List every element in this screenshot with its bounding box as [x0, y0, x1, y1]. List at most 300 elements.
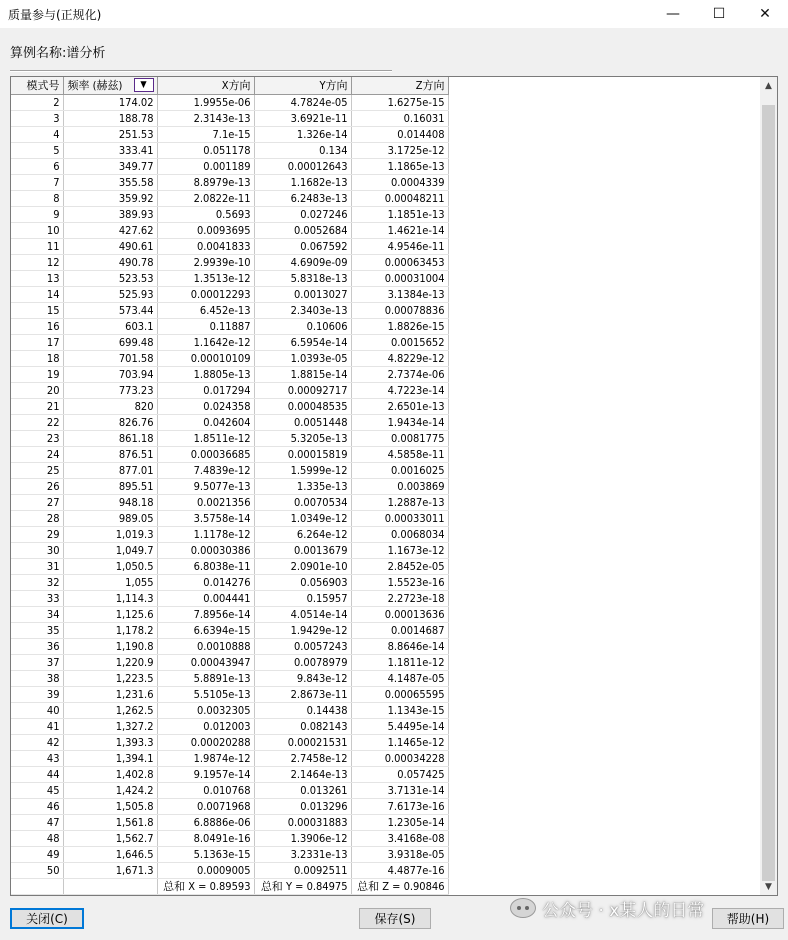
cell-z: 3.7131e-14 — [351, 782, 448, 798]
cell-z: 3.1725e-12 — [351, 142, 448, 158]
cell-frequency: 525.93 — [63, 286, 157, 302]
cell-frequency: 699.48 — [63, 334, 157, 350]
cell-z: 4.4877e-16 — [351, 862, 448, 878]
cell-frequency: 876.51 — [63, 446, 157, 462]
cell-x: 0.00012293 — [157, 286, 254, 302]
help-button[interactable]: 帮助(H) — [712, 908, 784, 929]
cell-y: 3.2331e-13 — [254, 846, 351, 862]
table-row[interactable] — [11, 174, 448, 190]
watermark-text: 公众号 · x某人的日常 — [542, 900, 705, 921]
cell-y: 0.134 — [254, 142, 351, 158]
table-row[interactable] — [11, 542, 448, 558]
table-row[interactable] — [11, 574, 448, 590]
cell-x: 0.051178 — [157, 142, 254, 158]
cell-mode: 29 — [11, 526, 63, 542]
cell-x: 8.0491e-16 — [157, 830, 254, 846]
cell-y: 0.00031883 — [254, 814, 351, 830]
cell-frequency: 1,402.8 — [63, 766, 157, 782]
cell-z: 1.6275e-15 — [351, 94, 448, 110]
cell-z: 1.2887e-13 — [351, 494, 448, 510]
cell-y: 0.00048535 — [254, 398, 351, 414]
table-row[interactable] — [11, 750, 448, 766]
table-row[interactable] — [11, 478, 448, 494]
cell-frequency: 1,055 — [63, 574, 157, 590]
cell-frequency: 1,125.6 — [63, 606, 157, 622]
table-row[interactable] — [11, 190, 448, 206]
cell-x: 9.1957e-14 — [157, 766, 254, 782]
cell-frequency: 820 — [63, 398, 157, 414]
scroll-down-icon[interactable]: ▼ — [765, 881, 772, 892]
cell-x: 1.1642e-12 — [157, 334, 254, 350]
cell-y: 0.0057243 — [254, 638, 351, 654]
cell-frequency: 1,424.2 — [63, 782, 157, 798]
cell-frequency: 603.1 — [63, 318, 157, 334]
cell-mode: 31 — [11, 558, 63, 574]
table-row[interactable] — [11, 334, 448, 350]
study-name-label: 算例名称:谱分析 — [10, 46, 106, 61]
cell-mode: 6 — [11, 158, 63, 174]
cell-y: 0.0070534 — [254, 494, 351, 510]
cell-z: 2.6501e-13 — [351, 398, 448, 414]
cell-mode: 24 — [11, 446, 63, 462]
cell-frequency: 359.92 — [63, 190, 157, 206]
cell-frequency: 1,019.3 — [63, 526, 157, 542]
cell-x: 6.8038e-11 — [157, 558, 254, 574]
cell-mode: 19 — [11, 366, 63, 382]
cell-y: 5.3205e-13 — [254, 430, 351, 446]
cell-y: 1.0349e-12 — [254, 510, 351, 526]
cell-frequency: 427.62 — [63, 222, 157, 238]
table-row[interactable] — [11, 302, 448, 318]
table-row[interactable] — [11, 830, 448, 846]
cell-y: 0.00012643 — [254, 158, 351, 174]
cell-y: 4.6909e-09 — [254, 254, 351, 270]
cell-frequency: 989.05 — [63, 510, 157, 526]
title-bar — [0, 0, 788, 28]
cell-mode: 23 — [11, 430, 63, 446]
table-row[interactable] — [11, 110, 448, 126]
cell-frequency: 188.78 — [63, 110, 157, 126]
cell-x: 3.5758e-14 — [157, 510, 254, 526]
cell-z: 1.1851e-13 — [351, 206, 448, 222]
cell-y: 1.9429e-12 — [254, 622, 351, 638]
cell-x: 0.00020288 — [157, 734, 254, 750]
table-row[interactable] — [11, 222, 448, 238]
cell-mode: 17 — [11, 334, 63, 350]
cell-z: 0.00031004 — [351, 270, 448, 286]
cell-x: 2.3143e-13 — [157, 110, 254, 126]
cell-frequency: 1,327.2 — [63, 718, 157, 734]
table-row[interactable] — [11, 606, 448, 622]
cell-z: 4.9546e-11 — [351, 238, 448, 254]
table-row[interactable] — [11, 622, 448, 638]
cell-mode: 33 — [11, 590, 63, 606]
total-z: 总和 Z = 0.90846 — [351, 878, 448, 894]
cell-frequency: 490.78 — [63, 254, 157, 270]
table-row[interactable] — [11, 462, 448, 478]
cell-frequency: 895.51 — [63, 478, 157, 494]
cell-y: 0.013296 — [254, 798, 351, 814]
cell-mode: 20 — [11, 382, 63, 398]
cell-y: 4.7824e-05 — [254, 94, 351, 110]
cell-mode: 5 — [11, 142, 63, 158]
cell-z: 0.057425 — [351, 766, 448, 782]
mass-participation-panel — [10, 76, 778, 896]
cell-mode: 28 — [11, 510, 63, 526]
close-button[interactable]: 关闭(C) — [10, 908, 84, 929]
cell-frequency: 1,178.2 — [63, 622, 157, 638]
table-row[interactable] — [11, 446, 448, 462]
cell-x: 2.9939e-10 — [157, 254, 254, 270]
cell-z: 1.8826e-15 — [351, 318, 448, 334]
cell-x: 8.8979e-13 — [157, 174, 254, 190]
cell-x: 5.8891e-13 — [157, 670, 254, 686]
cell-x: 1.3513e-12 — [157, 270, 254, 286]
table-row[interactable] — [11, 782, 448, 798]
cell-y: 1.326e-14 — [254, 126, 351, 142]
table-row[interactable] — [11, 766, 448, 782]
cell-y: 0.027246 — [254, 206, 351, 222]
cell-frequency: 703.94 — [63, 366, 157, 382]
close-window-button[interactable]: ✕ — [759, 6, 771, 22]
table-row[interactable] — [11, 798, 448, 814]
cell-x: 9.5077e-13 — [157, 478, 254, 494]
cell-z: 1.1343e-15 — [351, 702, 448, 718]
cell-y: 4.0514e-14 — [254, 606, 351, 622]
cell-mode: 10 — [11, 222, 63, 238]
mass-participation-table — [11, 77, 449, 895]
cell-x: 0.001189 — [157, 158, 254, 174]
cell-mode: 46 — [11, 798, 63, 814]
cell-y: 5.8318e-13 — [254, 270, 351, 286]
cell-mode: 34 — [11, 606, 63, 622]
table-row[interactable] — [11, 254, 448, 270]
cell-frequency: 573.44 — [63, 302, 157, 318]
cell-frequency: 773.23 — [63, 382, 157, 398]
cell-x: 5.5105e-13 — [157, 686, 254, 702]
table-row[interactable] — [11, 654, 448, 670]
cell-mode: 38 — [11, 670, 63, 686]
table-row[interactable] — [11, 638, 448, 654]
cell-x: 0.00010109 — [157, 350, 254, 366]
cell-mode: 49 — [11, 846, 63, 862]
cell-z: 0.00033011 — [351, 510, 448, 526]
cell-x: 0.004441 — [157, 590, 254, 606]
col-x-direction[interactable]: X方向 — [157, 77, 254, 94]
cell-mode: 21 — [11, 398, 63, 414]
cell-y: 6.5954e-14 — [254, 334, 351, 350]
table-row[interactable] — [11, 494, 448, 510]
cell-mode: 50 — [11, 862, 63, 878]
cell-x: 6.8886e-06 — [157, 814, 254, 830]
table-row[interactable] — [11, 318, 448, 334]
cell-z: 0.0081775 — [351, 430, 448, 446]
cell-mode: 45 — [11, 782, 63, 798]
scroll-up-icon[interactable]: ▲ — [765, 80, 772, 91]
cell-z: 0.00063453 — [351, 254, 448, 270]
save-button[interactable]: 保存(S) — [359, 908, 431, 929]
table-row[interactable] — [11, 558, 448, 574]
col-y-direction[interactable]: Y方向 — [254, 77, 351, 94]
cell-y: 0.10606 — [254, 318, 351, 334]
cell-frequency: 861.18 — [63, 430, 157, 446]
cell-z: 4.7223e-14 — [351, 382, 448, 398]
totals-row — [11, 878, 448, 894]
table-row[interactable] — [11, 686, 448, 702]
cell-x: 6.6394e-15 — [157, 622, 254, 638]
cell-frequency: 349.77 — [63, 158, 157, 174]
cell-y: 3.6921e-11 — [254, 110, 351, 126]
cell-z: 1.1865e-13 — [351, 158, 448, 174]
cell-mode: 30 — [11, 542, 63, 558]
cell-x: 0.00030386 — [157, 542, 254, 558]
table-row[interactable] — [11, 398, 448, 414]
cell-mode: 8 — [11, 190, 63, 206]
cell-y: 0.082143 — [254, 718, 351, 734]
caption-divider — [10, 70, 392, 72]
table-row[interactable] — [11, 430, 448, 446]
table-row[interactable] — [11, 814, 448, 830]
cell-mode: 27 — [11, 494, 63, 510]
table-body — [11, 94, 448, 894]
cell-mode: 9 — [11, 206, 63, 222]
cell-mode: 41 — [11, 718, 63, 734]
cell-frequency: 1,190.8 — [63, 638, 157, 654]
cell-x: 0.00043947 — [157, 654, 254, 670]
cell-y: 0.15957 — [254, 590, 351, 606]
cell-mode: 47 — [11, 814, 63, 830]
cell-y: 0.0051448 — [254, 414, 351, 430]
table-row[interactable] — [11, 286, 448, 302]
cell-mode: 12 — [11, 254, 63, 270]
cell-x: 0.010768 — [157, 782, 254, 798]
table-row[interactable] — [11, 158, 448, 174]
col-frequency-label: 频率 (赫兹) — [67, 78, 123, 92]
table-row[interactable] — [11, 126, 448, 142]
watermark — [510, 896, 704, 920]
table-row[interactable] — [11, 670, 448, 686]
cell-z: 0.00048211 — [351, 190, 448, 206]
cell-frequency: 355.58 — [63, 174, 157, 190]
cell-frequency: 948.18 — [63, 494, 157, 510]
table-row[interactable] — [11, 702, 448, 718]
cell-z: 4.1487e-05 — [351, 670, 448, 686]
cell-z: 3.4168e-08 — [351, 830, 448, 846]
cell-z: 1.1811e-12 — [351, 654, 448, 670]
table-row[interactable] — [11, 94, 448, 110]
cell-x: 1.9955e-06 — [157, 94, 254, 110]
cell-y: 2.8673e-11 — [254, 686, 351, 702]
table-row[interactable] — [11, 510, 448, 526]
cell-x: 7.4839e-12 — [157, 462, 254, 478]
cell-z: 0.00013636 — [351, 606, 448, 622]
cell-frequency: 1,646.5 — [63, 846, 157, 862]
cell-z: 1.1465e-12 — [351, 734, 448, 750]
total-y: 总和 Y = 0.84975 — [254, 878, 351, 894]
cell-x: 0.5693 — [157, 206, 254, 222]
cell-frequency: 1,050.5 — [63, 558, 157, 574]
cell-mode: 35 — [11, 622, 63, 638]
cell-x: 0.0093695 — [157, 222, 254, 238]
cell-y: 0.00021531 — [254, 734, 351, 750]
cell-x: 0.11887 — [157, 318, 254, 334]
cell-y: 0.0052684 — [254, 222, 351, 238]
scroll-thumb[interactable] — [762, 105, 775, 881]
cell-y: 2.0901e-10 — [254, 558, 351, 574]
cell-x: 0.0009005 — [157, 862, 254, 878]
cell-x: 0.0071968 — [157, 798, 254, 814]
cell-z: 0.00078836 — [351, 302, 448, 318]
minimize-button[interactable]: — — [666, 6, 680, 22]
cell-mode: 7 — [11, 174, 63, 190]
cell-y: 2.7458e-12 — [254, 750, 351, 766]
cell-y: 0.0078979 — [254, 654, 351, 670]
cell-mode: 25 — [11, 462, 63, 478]
cell-x: 0.017294 — [157, 382, 254, 398]
cell-x: 0.014276 — [157, 574, 254, 590]
cell-frequency: 701.58 — [63, 350, 157, 366]
cell-frequency: 1,114.3 — [63, 590, 157, 606]
table-row[interactable] — [11, 718, 448, 734]
cell-z: 2.2723e-18 — [351, 590, 448, 606]
cell-z: 0.00065595 — [351, 686, 448, 702]
cell-y: 0.067592 — [254, 238, 351, 254]
table-row[interactable] — [11, 270, 448, 286]
table-row[interactable] — [11, 414, 448, 430]
cell-frequency: 1,561.8 — [63, 814, 157, 830]
cell-x: 1.9874e-12 — [157, 750, 254, 766]
cell-frequency: 174.02 — [63, 94, 157, 110]
cell-x: 0.0021356 — [157, 494, 254, 510]
cell-x: 7.1e-15 — [157, 126, 254, 142]
cell-mode: 39 — [11, 686, 63, 702]
cell-x: 0.012003 — [157, 718, 254, 734]
cell-frequency: 1,220.9 — [63, 654, 157, 670]
cell-frequency: 1,394.1 — [63, 750, 157, 766]
table-row[interactable] — [11, 366, 448, 382]
window-title: 质量参与(正规化) — [8, 7, 102, 22]
table-row[interactable] — [11, 846, 448, 862]
cell-z: 0.0068034 — [351, 526, 448, 542]
cell-x: 0.00036685 — [157, 446, 254, 462]
cell-z: 1.9434e-14 — [351, 414, 448, 430]
total-empty — [63, 878, 157, 894]
cell-y: 0.013261 — [254, 782, 351, 798]
cell-y: 0.056903 — [254, 574, 351, 590]
table-header-row — [11, 77, 448, 94]
cell-x: 0.0041833 — [157, 238, 254, 254]
cell-frequency: 523.53 — [63, 270, 157, 286]
cell-z: 4.8229e-12 — [351, 350, 448, 366]
cell-z: 8.8646e-14 — [351, 638, 448, 654]
cell-mode: 48 — [11, 830, 63, 846]
cell-x: 0.042604 — [157, 414, 254, 430]
cell-y: 1.0393e-05 — [254, 350, 351, 366]
table-row[interactable] — [11, 590, 448, 606]
table-row[interactable] — [11, 382, 448, 398]
cell-frequency: 333.41 — [63, 142, 157, 158]
cell-frequency: 1,262.5 — [63, 702, 157, 718]
cell-z: 2.8452e-05 — [351, 558, 448, 574]
col-frequency[interactable] — [63, 77, 157, 94]
cell-z: 3.1384e-13 — [351, 286, 448, 302]
cell-y: 2.3403e-13 — [254, 302, 351, 318]
cell-y: 6.2483e-13 — [254, 190, 351, 206]
cell-frequency: 1,505.8 — [63, 798, 157, 814]
cell-mode: 18 — [11, 350, 63, 366]
col-mode-number[interactable]: 模式号 — [11, 77, 63, 94]
cell-mode: 40 — [11, 702, 63, 718]
cell-y: 0.14438 — [254, 702, 351, 718]
cell-frequency: 877.01 — [63, 462, 157, 478]
cell-x: 1.8805e-13 — [157, 366, 254, 382]
cell-z: 0.003869 — [351, 478, 448, 494]
cell-frequency: 1,562.7 — [63, 830, 157, 846]
cell-mode: 13 — [11, 270, 63, 286]
cell-y: 1.3906e-12 — [254, 830, 351, 846]
cell-y: 1.5999e-12 — [254, 462, 351, 478]
cell-frequency: 389.93 — [63, 206, 157, 222]
vertical-scrollbar[interactable] — [760, 77, 777, 895]
cell-mode: 4 — [11, 126, 63, 142]
sort-dropdown-icon[interactable]: ▼ — [134, 78, 154, 92]
cell-y: 1.1682e-13 — [254, 174, 351, 190]
col-z-direction[interactable]: Z方向 — [351, 77, 448, 94]
cell-y: 1.8815e-14 — [254, 366, 351, 382]
cell-z: 1.2305e-14 — [351, 814, 448, 830]
cell-mode: 26 — [11, 478, 63, 494]
total-x: 总和 X = 0.89593 — [157, 878, 254, 894]
table-row[interactable] — [11, 206, 448, 222]
cell-mode: 2 — [11, 94, 63, 110]
table-row[interactable] — [11, 734, 448, 750]
cell-mode: 42 — [11, 734, 63, 750]
cell-z: 1.4621e-14 — [351, 222, 448, 238]
table-row[interactable] — [11, 862, 448, 878]
table-row[interactable] — [11, 238, 448, 254]
cell-x: 1.8511e-12 — [157, 430, 254, 446]
table-row[interactable] — [11, 350, 448, 366]
cell-z: 0.0016025 — [351, 462, 448, 478]
cell-y: 0.0013027 — [254, 286, 351, 302]
maximize-button[interactable]: ☐ — [712, 6, 726, 22]
cell-x: 6.452e-13 — [157, 302, 254, 318]
cell-frequency: 826.76 — [63, 414, 157, 430]
cell-mode: 43 — [11, 750, 63, 766]
cell-x: 0.0032305 — [157, 702, 254, 718]
cell-frequency: 490.61 — [63, 238, 157, 254]
cell-mode: 11 — [11, 238, 63, 254]
cell-mode: 32 — [11, 574, 63, 590]
cell-z: 0.0004339 — [351, 174, 448, 190]
cell-frequency: 1,223.5 — [63, 670, 157, 686]
cell-mode: 14 — [11, 286, 63, 302]
cell-z: 0.0015652 — [351, 334, 448, 350]
cell-mode: 44 — [11, 766, 63, 782]
cell-mode: 15 — [11, 302, 63, 318]
cell-mode: 16 — [11, 318, 63, 334]
cell-frequency: 1,671.3 — [63, 862, 157, 878]
cell-x: 7.8956e-14 — [157, 606, 254, 622]
cell-x: 2.0822e-11 — [157, 190, 254, 206]
cell-y: 6.264e-12 — [254, 526, 351, 542]
table-row[interactable] — [11, 142, 448, 158]
cell-frequency: 251.53 — [63, 126, 157, 142]
cell-frequency: 1,393.3 — [63, 734, 157, 750]
cell-y: 0.0013679 — [254, 542, 351, 558]
table-row[interactable] — [11, 526, 448, 542]
cell-z: 0.014408 — [351, 126, 448, 142]
